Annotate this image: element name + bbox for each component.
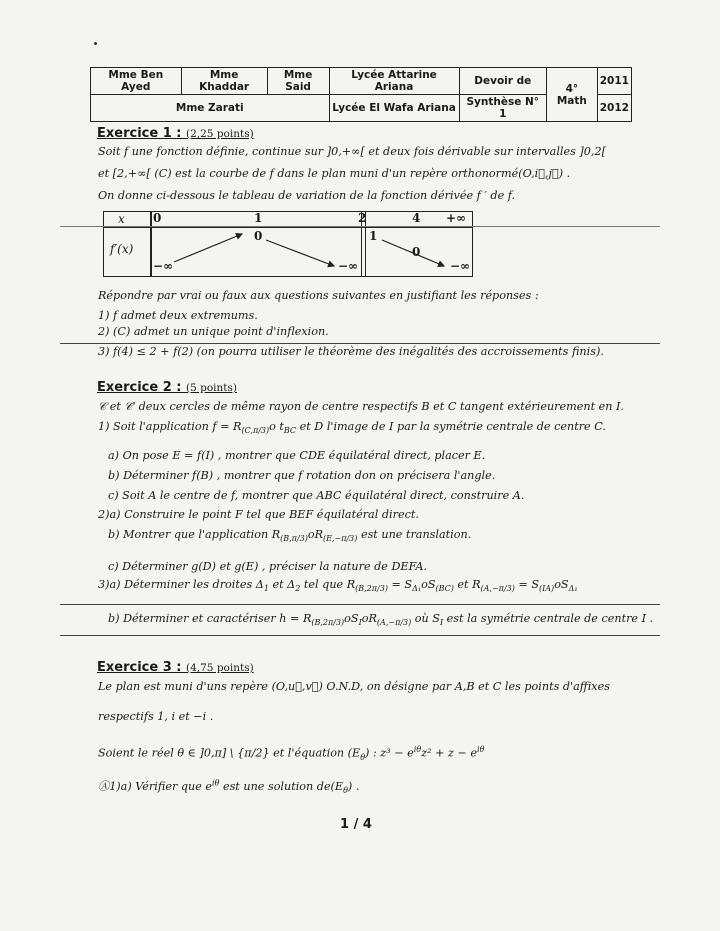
ex2-q2b: b) Montrer que l'application $R_{(B,\pi/3)}oR_{(E,-\pi/3)}$ est une translation. [108, 528, 472, 544]
scan-line [60, 343, 660, 344]
x-plus-inf: +∞ [446, 211, 467, 225]
exercise-1-title: Exercice 1 : (2,25 points) [97, 126, 254, 141]
school-2: Lycée El Wafa Ariana [329, 95, 459, 122]
scan-line [60, 226, 660, 227]
val-one: 1 [369, 229, 378, 243]
ex2-line-1: 𝒞 et 𝒞′ deux cercles de même rayon de centre respectifs B et C tangent extérieurement en I. [98, 400, 624, 413]
ex1-line-3: On donne ci-dessous le tableau de variation de la fonction dérivée f ′ de f. [98, 189, 516, 202]
ex1-q3: 3) f(4) ≤ 2 + f(2) (on pourra utiliser le théorème des inégalités des accroissements finis). [98, 345, 604, 358]
x-1: 1 [254, 211, 263, 225]
speck [94, 42, 97, 45]
exam-line-1: Devoir de [459, 68, 547, 95]
ex1-q2: 2) (C) admet un unique point d'inflexion. [98, 325, 329, 338]
val-minus-inf-1: −∞ [153, 259, 174, 273]
ex3-line-1: Le plan est muni d'uns repère (O,u⃗,v⃗) O.N.D, on désigne par A,B et C les points d'affixes [98, 680, 610, 693]
teacher-4: Mme Zarati [91, 95, 330, 122]
teacher-1: Mme Ben Ayed [91, 68, 182, 95]
ex2-q2c: c) Déterminer g(D) et g(E) , préciser la nature de DEFA. [108, 560, 428, 573]
teacher-3: Mme Said [267, 68, 329, 95]
ex2-q3a: 3)a) Déterminer les droites $\Delta_1$ et $\Delta_2$ tel que $R_{(B,2\pi/3)} = S_{\Delta_1}oS_{(BC)}$ et $R_{(A,-\pi/3)} = S_{(IA)}oS_{\Delta_1}$ [98, 578, 578, 594]
ex1-instruction: Répondre par vrai ou faux aux questions suivantes en justifiant les réponses : [98, 289, 539, 302]
val-minus-inf-2: −∞ [338, 259, 359, 273]
ex1-line-2: et [2,+∞[ (C) est la courbe de f dans le plan muni d'un repère orthonormé(O,i⃗,j⃗) . [98, 167, 571, 180]
ex2-q3b: b) Déterminer et caractériser $h = R_{(B,2\pi/3)}oS_IoR_{(A,-\pi/3)}$ où $S_I$ est la symétrie centrale de centre I . [108, 612, 654, 628]
variation-table [103, 211, 473, 277]
year-2: 2012 [597, 95, 631, 122]
ex2-q2a: 2)a) Construire le point F tel que BEF équilatéral direct. [98, 508, 419, 521]
ex2-q1b: b) Déterminer f(B) , montrer que f rotation don on précisera l'angle. [108, 469, 496, 482]
scan-line [60, 604, 660, 605]
teacher-2: Mme Khaddar [181, 68, 267, 95]
level: 4° Math [547, 68, 598, 122]
ex2-q1a: a) On pose E = f(I) , montrer que CDE équilatéral direct, placer E. [108, 449, 486, 462]
header-table [90, 67, 632, 122]
school-1: Lycée Attarine Ariana [329, 68, 459, 95]
x-0: 0 [153, 211, 162, 225]
ex2-line-2: 1) Soit l'application $f = R_{(C,\pi/3)}o$ $t_{BC}$ et D l'image de I par la symétrie centrale de centre C. [98, 420, 606, 436]
page-number: 1 / 4 [340, 817, 372, 832]
x-label: x [118, 212, 125, 226]
variation-arrows [104, 212, 472, 276]
scan-line [60, 635, 660, 636]
ex3-line-3: Soient le réel θ ∈ ]0,π] \ {π/2} et l'équation $(E_\theta)$ : $z^3 - e^{i\theta}z^2 + z - e^{i\theta}$ [98, 745, 485, 762]
val-zero-2: 0 [412, 245, 421, 259]
fprime-label: f′(x) [110, 242, 134, 256]
x-2: 2 [358, 211, 367, 225]
ex3-line-2: respectifs 1, i et −i . [98, 710, 214, 723]
val-minus-inf-3: −∞ [450, 259, 471, 273]
ex1-line-1: Soit f une fonction définie, continue sur ]0,+∞[ et deux fois dérivable sur intervalles ]0,2[ [98, 145, 606, 158]
x-4: 4 [412, 211, 421, 225]
ex1-q1: 1) f admet deux extremums. [98, 309, 258, 322]
year-1: 2011 [597, 68, 631, 95]
exercise-3-title: Exercice 3 : (4,75 points) [97, 660, 254, 675]
val-zero-1: 0 [254, 229, 263, 243]
ex3-line-4: Ⓐ1)a) Vérifier que $e^{i\theta}$ est une solution $de(E_\theta)$ . [98, 778, 360, 796]
exam-line-2: Synthèse N° 1 [459, 95, 547, 122]
exercise-2-title: Exercice 2 : (5 points) [97, 380, 237, 395]
ex2-q1c: c) Soit A le centre de f, montrer que ABC équilatéral direct, construire A. [108, 489, 525, 502]
